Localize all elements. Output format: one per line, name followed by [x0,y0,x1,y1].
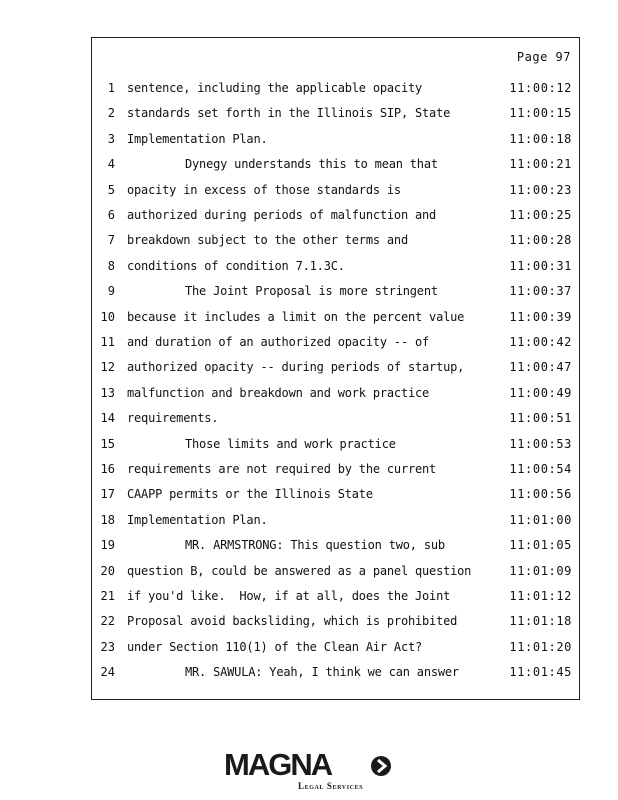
line-timestamp: 11:00:12 [509,81,572,95]
line-number: 7 [107,233,115,248]
line-number: 22 [100,614,115,629]
line-number: 13 [100,385,115,400]
line-timestamp: 11:00:54 [509,462,572,476]
line-text: Dynegy understands this to mean that [185,157,438,172]
line-text: requirements. [127,411,219,426]
line-timestamp: 11:00:53 [509,436,572,451]
transcript-line [92,535,579,555]
line-timestamp: 11:00:37 [509,284,572,299]
line-number: 8 [107,258,115,273]
line-text: question B, could be answered as a panel question [127,563,472,578]
magna-logo [224,748,399,794]
transcript-line [92,586,579,606]
line-text: malfunction and breakdown and work practice [127,385,430,400]
line-number: 16 [100,462,115,476]
line-number: 14 [100,411,115,426]
line-timestamp: 11:00:56 [509,487,572,502]
line-timestamp: 11:01:05 [509,538,572,553]
transcript-line [92,230,579,250]
transcript-page [91,37,580,700]
line-timestamp: 11:01:18 [509,614,572,629]
line-text: MR. ARMSTRONG: This question two, sub [185,538,445,553]
line-number: 23 [100,639,115,654]
line-number: 19 [100,538,115,553]
line-number: 9 [107,284,115,299]
line-number: 20 [100,563,115,578]
transcript-line [92,561,579,581]
line-timestamp: 11:00:18 [509,131,572,146]
line-number: 17 [100,487,115,502]
line-timestamp: 11:00:49 [509,385,572,400]
transcript-line [92,129,579,149]
line-text: The Joint Proposal is more stringent [185,284,438,299]
line-timestamp: 11:01:00 [509,512,572,527]
line-text: conditions of condition 7.1.3C. [127,258,345,273]
transcript-line [92,332,579,352]
line-number: 24 [100,665,115,680]
line-timestamp: 11:01:12 [509,589,572,603]
line-timestamp: 11:00:28 [509,233,572,248]
line-timestamp: 11:00:21 [509,157,572,172]
line-timestamp: 11:01:45 [509,665,572,680]
line-number: 11 [100,335,115,349]
line-number: 10 [100,309,115,324]
line-timestamp: 11:00:47 [509,360,572,375]
line-number: 5 [107,182,115,197]
transcript-line [92,383,579,403]
line-text: if you'd like. How, if at all, does the Joint [127,589,451,603]
transcript-line [92,408,579,428]
transcript-line [92,662,579,682]
line-number: 1 [107,81,115,95]
line-text: requirements are not required by the current [127,462,437,476]
line-timestamp: 11:00:23 [509,182,572,197]
transcript-line [92,357,579,377]
transcript-line [92,205,579,225]
line-number: 18 [100,512,115,527]
transcript-line [92,154,579,174]
line-text: CAAPP permits or the Illinois State [127,487,373,502]
transcript-line [92,307,579,327]
line-number: 21 [100,589,115,603]
transcript-line [92,103,579,123]
line-timestamp: 11:00:51 [509,411,572,426]
line-text: Proposal avoid backsliding, which is prohibited [127,614,458,629]
transcript-line [92,484,579,504]
transcript-line [92,510,579,530]
page-number: Page 97 [516,50,571,64]
line-text: breakdown subject to the other terms and [127,233,408,248]
line-timestamp: 11:00:42 [509,335,572,349]
line-text: sentence, including the applicable opacity [127,81,423,95]
line-text: MR. SAWULA: Yeah, I think we can answer [185,665,459,680]
logo-subtitle: Legal Services [298,781,364,791]
line-timestamp: 11:01:20 [509,639,572,654]
line-number: 15 [100,436,115,451]
line-timestamp: 11:00:15 [509,106,572,121]
transcript-line [92,180,579,200]
line-text: Implementation Plan. [127,131,268,146]
line-text: Implementation Plan. [127,512,268,527]
transcript-line [92,78,579,98]
line-text: Those limits and work practice [185,436,396,451]
line-number: 6 [107,208,115,222]
transcript-line [92,459,579,479]
transcript-line [92,434,579,454]
line-number: 2 [107,106,115,121]
arrow-circle-icon [370,755,392,777]
line-timestamp: 11:00:31 [509,258,572,273]
transcript-line [92,281,579,301]
line-text: opacity in excess of those standards is [127,182,401,197]
line-text: standards set forth in the Illinois SIP, State [127,106,451,121]
logo-wordmark: MAGNA [224,747,332,782]
line-text: under Section 110(1) of the Clean Air Act? [127,639,423,654]
line-text: and duration of an authorized opacity -- of [127,335,430,349]
line-text: authorized during periods of malfunction and [127,208,437,222]
line-timestamp: 11:01:09 [509,563,572,578]
transcript-line [92,611,579,631]
line-text: authorized opacity -- during periods of startup, [127,360,465,375]
line-number: 12 [100,360,115,375]
line-timestamp: 11:00:25 [509,208,572,222]
transcript-line [92,637,579,657]
line-timestamp: 11:00:39 [509,309,572,324]
line-text: because it includes a limit on the percent value [127,309,465,324]
transcript-line [92,256,579,276]
line-number: 3 [107,131,115,146]
line-number: 4 [107,157,115,172]
